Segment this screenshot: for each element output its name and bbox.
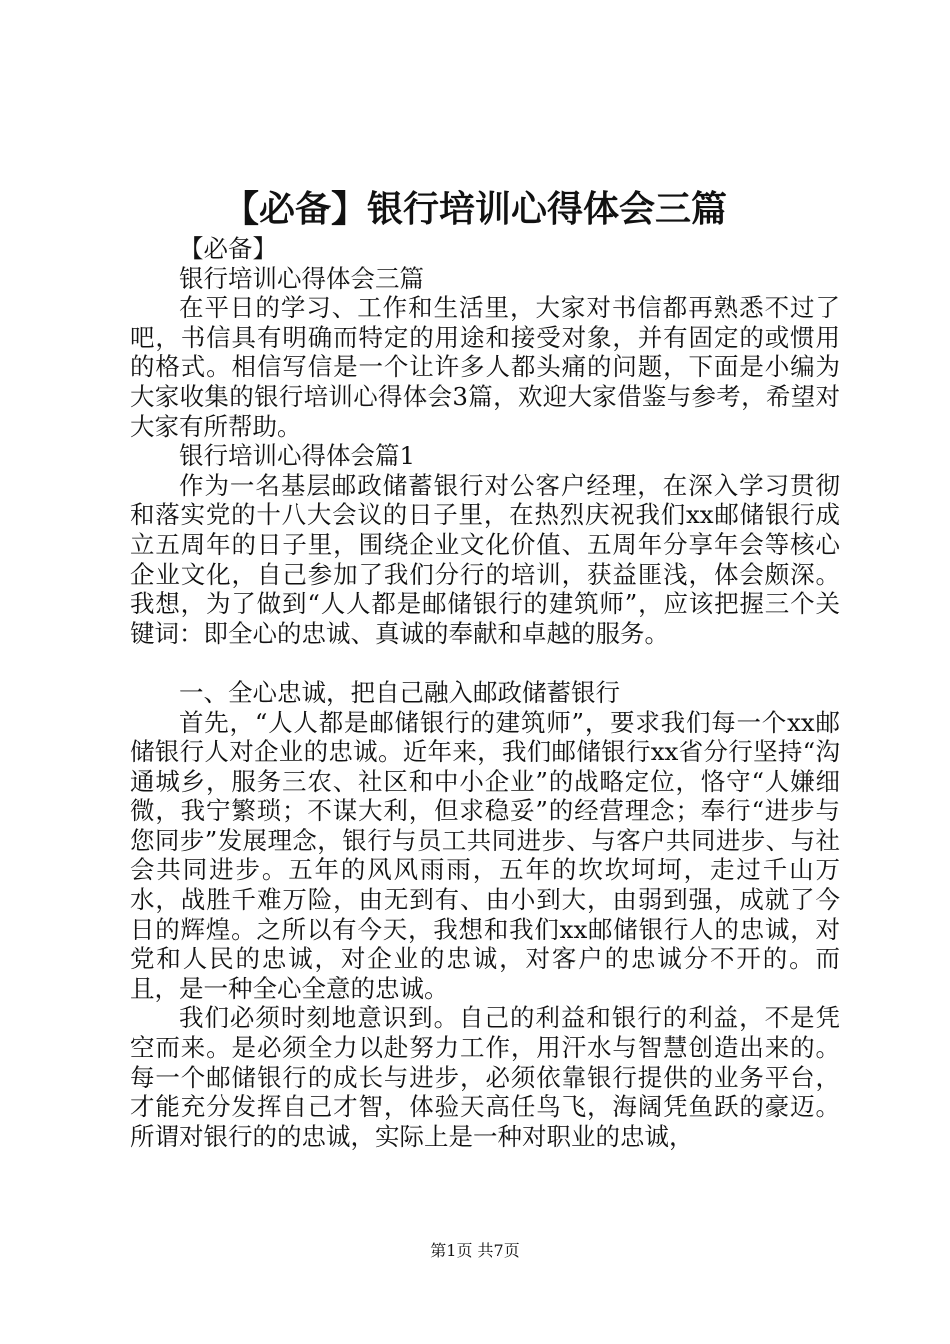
paragraph: 我们必须时刻地意识到。自己的利益和银行的利益，不是凭空而来。是必须全力以赴努力工作，用汗水与智慧创造出来的。每一个邮储银行的成长与进步，必须依靠银行提供的业务平台，才能充分发挥自己才智，体验天高任鸟飞，海阔凭鱼跃的豪迈。所谓对银行的的忠诚，实际上是一种对职业的忠诚， bbox=[130, 1003, 840, 1151]
paragraph: 银行培训心得体会三篇 bbox=[179, 263, 424, 293]
paragraph: 【必备】 bbox=[179, 234, 277, 263]
paragraph: 银行培训心得体会篇1 bbox=[179, 441, 416, 471]
paragraph: 首先，“人人都是邮储银行的建筑师”，要求我们每一个xx邮储银行人对企业的忠诚。近年来，我们邮储银行xx省分行坚持“沟通城乡，服务三农、社区和中小企业”的战略定位，恪守“人嫌细微，我宁繁琐；不谋大利，但求稳妥”的经营理念；奉行“进步与您同步”发展理念，银行与员工共同进步、与客户共同进步、与社会共同进步。五年的风风雨雨，五年的坎坎坷坷，走过千山万水，战胜千难万险，由无到有、由小到大，由弱到强，成就了今日的辉煌。之所以有今天，我想和我们xx邮储银行人的忠诚，对党和人民的忠诚，对企业的忠诚，对客户的忠诚分不开的。而且，是一种全心全意的忠诚。 bbox=[130, 707, 840, 1003]
paragraph: 作为一名基层邮政储蓄银行对公客户经理，在深入学习贯彻和落实党的十八大会议的日子里，在热烈庆祝我们xx邮储银行成立五周年的日子里，围绕企业文化价值、五周年分享年会等核心企业文化，自己参加了我们分行的培训，获益匪浅，体会颇深。我想，为了做到“人人都是邮储银行的建筑师”，应该把握三个关键词：即全心的忠诚、真诚的奉献和卓越的服务。 bbox=[130, 470, 840, 648]
document-title: 【必备】银行培训心得体会三篇 bbox=[222, 188, 727, 230]
page-footer: 第1页 共7页 bbox=[430, 1241, 520, 1260]
paragraph: 在平日的学习、工作和生活里，大家对书信都再熟悉不过了吧，书信具有明确而特定的用途和接受对象，并有固定的或惯用的格式。相信写信是一个让许多人都头痛的问题，下面是小编为大家收集的银行培训心得体会3篇，欢迎大家借鉴与参考，希望对大家有所帮助。 bbox=[130, 293, 840, 441]
document-body bbox=[130, 234, 840, 1151]
blank-line bbox=[130, 648, 840, 678]
section-heading: 一、全心忠诚，把自己融入邮政储蓄银行 bbox=[179, 677, 620, 707]
